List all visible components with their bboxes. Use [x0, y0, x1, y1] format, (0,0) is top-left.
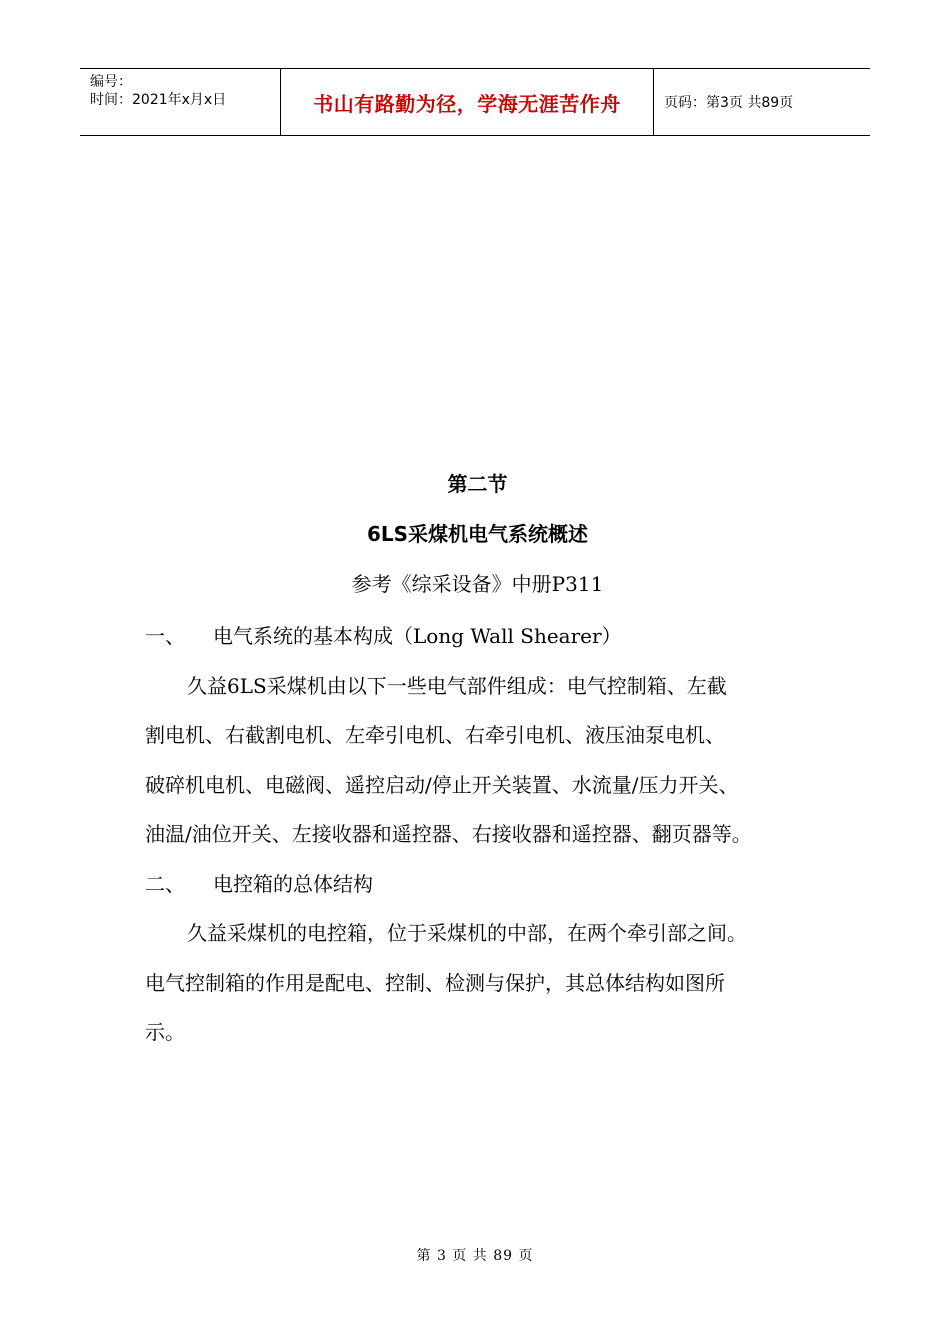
- paragraph-line: 油温/油位开关、左接收器和遥控器、右接收器和遥控器、翻页器等。: [145, 822, 752, 846]
- item-text: 电控箱的总体结构: [213, 871, 373, 896]
- header-page-cell: [654, 69, 870, 135]
- time-label: 时间：2021年x月x日: [90, 92, 227, 108]
- item-number: 二、: [145, 871, 185, 896]
- header-motto-cell: [281, 69, 654, 135]
- paragraph-line: 久益6LS采煤机由以下一些电气部件组成：电气控制箱、左截: [187, 673, 727, 698]
- paragraph-line: 割电机、右截割电机、左牵引电机、右牵引电机、液压油泵电机、: [145, 723, 725, 747]
- page-footer: 第 3 页 共 89 页: [416, 1248, 534, 1264]
- paragraph-line: 示。: [145, 1020, 185, 1044]
- section-title: 第二节: [447, 472, 508, 496]
- header-meta-cell: [80, 69, 281, 135]
- document-body: [145, 462, 810, 1058]
- item-number: 一、: [145, 624, 185, 648]
- header-table: [80, 68, 870, 136]
- paragraph-line: 电气控制箱的作用是配电、控制、检测与保护，其总体结构如图所: [145, 970, 725, 995]
- paragraph-line: 久益采煤机的电控箱，位于采煤机的中部，在两个牵引部之间。: [187, 921, 747, 945]
- list-item: [145, 860, 810, 910]
- reference-line: 参考《综采设备》中册P311: [351, 572, 604, 596]
- serial-label: 编号：: [90, 74, 132, 90]
- item-text: 电气系统的基本构成（Long Wall Shearer）: [213, 624, 622, 648]
- section-heading: 6LS采煤机电气系统概述: [366, 522, 589, 546]
- page-info: 页码：第3页 共89页: [664, 95, 794, 111]
- motto: 书山有路勤为径，学海无涯苦作舟: [313, 91, 621, 116]
- paragraph-line: 破碎机电机、电磁阀、遥控启动/停止开关装置、水流量/压力开关、: [145, 772, 739, 797]
- list-item: [145, 612, 810, 662]
